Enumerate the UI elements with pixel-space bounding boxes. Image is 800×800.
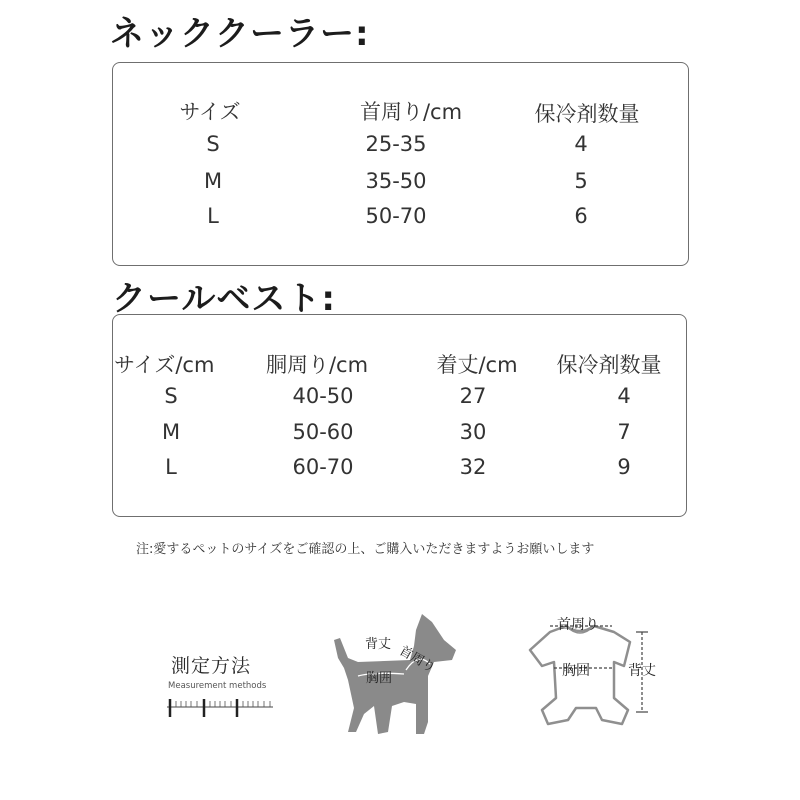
table-cell: 35-50 bbox=[365, 169, 427, 193]
table-cell: 32 bbox=[459, 455, 487, 479]
table-cell: 50-60 bbox=[292, 420, 354, 444]
table-cell: S bbox=[206, 132, 220, 156]
neck-cooler-title: ネッククーラー: bbox=[110, 14, 370, 54]
measurement-title: 測定方法 bbox=[171, 655, 252, 677]
table-cell: 5 bbox=[574, 169, 588, 193]
table-cell: 50-70 bbox=[365, 204, 427, 228]
garment-neck-label: 首周り bbox=[557, 617, 599, 633]
table-cell: L bbox=[207, 204, 219, 228]
ruler-icon bbox=[166, 697, 274, 719]
neck-header-neck: 首周り/cm bbox=[359, 100, 463, 124]
vest-header-waist: 胴周り/cm bbox=[265, 353, 369, 377]
table-cell: 9 bbox=[617, 455, 631, 479]
table-cell: 4 bbox=[617, 384, 631, 408]
cool-vest-title: クールベスト: bbox=[112, 279, 336, 319]
garment-back-length-label: 背丈 bbox=[628, 663, 656, 679]
neck-header-qty: 保冷剤数量 bbox=[534, 102, 640, 126]
measurement-subtitle: Measurement methods bbox=[168, 681, 267, 691]
vest-header-size: サイズ/cm bbox=[114, 353, 215, 377]
table-cell: 40-50 bbox=[292, 384, 354, 408]
dog-back-length-label: 背丈 bbox=[365, 637, 392, 652]
dog-neck-label: 首周り bbox=[396, 643, 438, 676]
neck-cooler-table bbox=[112, 62, 689, 266]
neck-header-size: サイズ bbox=[179, 100, 241, 124]
dog-silhouette-icon bbox=[330, 610, 460, 740]
table-cell: 4 bbox=[574, 132, 588, 156]
table-cell: 27 bbox=[459, 384, 487, 408]
table-cell: 6 bbox=[574, 204, 588, 228]
table-cell: L bbox=[165, 455, 177, 479]
table-cell: 7 bbox=[617, 420, 631, 444]
table-cell: 30 bbox=[459, 420, 487, 444]
table-cell: 60-70 bbox=[292, 455, 354, 479]
garment-chest-label: 胸囲 bbox=[562, 663, 590, 679]
vest-header-qty: 保冷剤数量 bbox=[556, 353, 662, 377]
table-cell: 25-35 bbox=[365, 132, 427, 156]
table-cell: M bbox=[161, 420, 181, 444]
table-cell: S bbox=[164, 384, 178, 408]
size-note: 注:愛するペットのサイズをご確認の上、ご購入いただきますようお願いします bbox=[136, 542, 595, 557]
dog-chest-label: 胸囲 bbox=[366, 671, 393, 686]
vest-header-length: 着丈/cm bbox=[436, 353, 518, 377]
table-cell: M bbox=[203, 169, 223, 193]
cool-vest-table bbox=[112, 314, 687, 517]
